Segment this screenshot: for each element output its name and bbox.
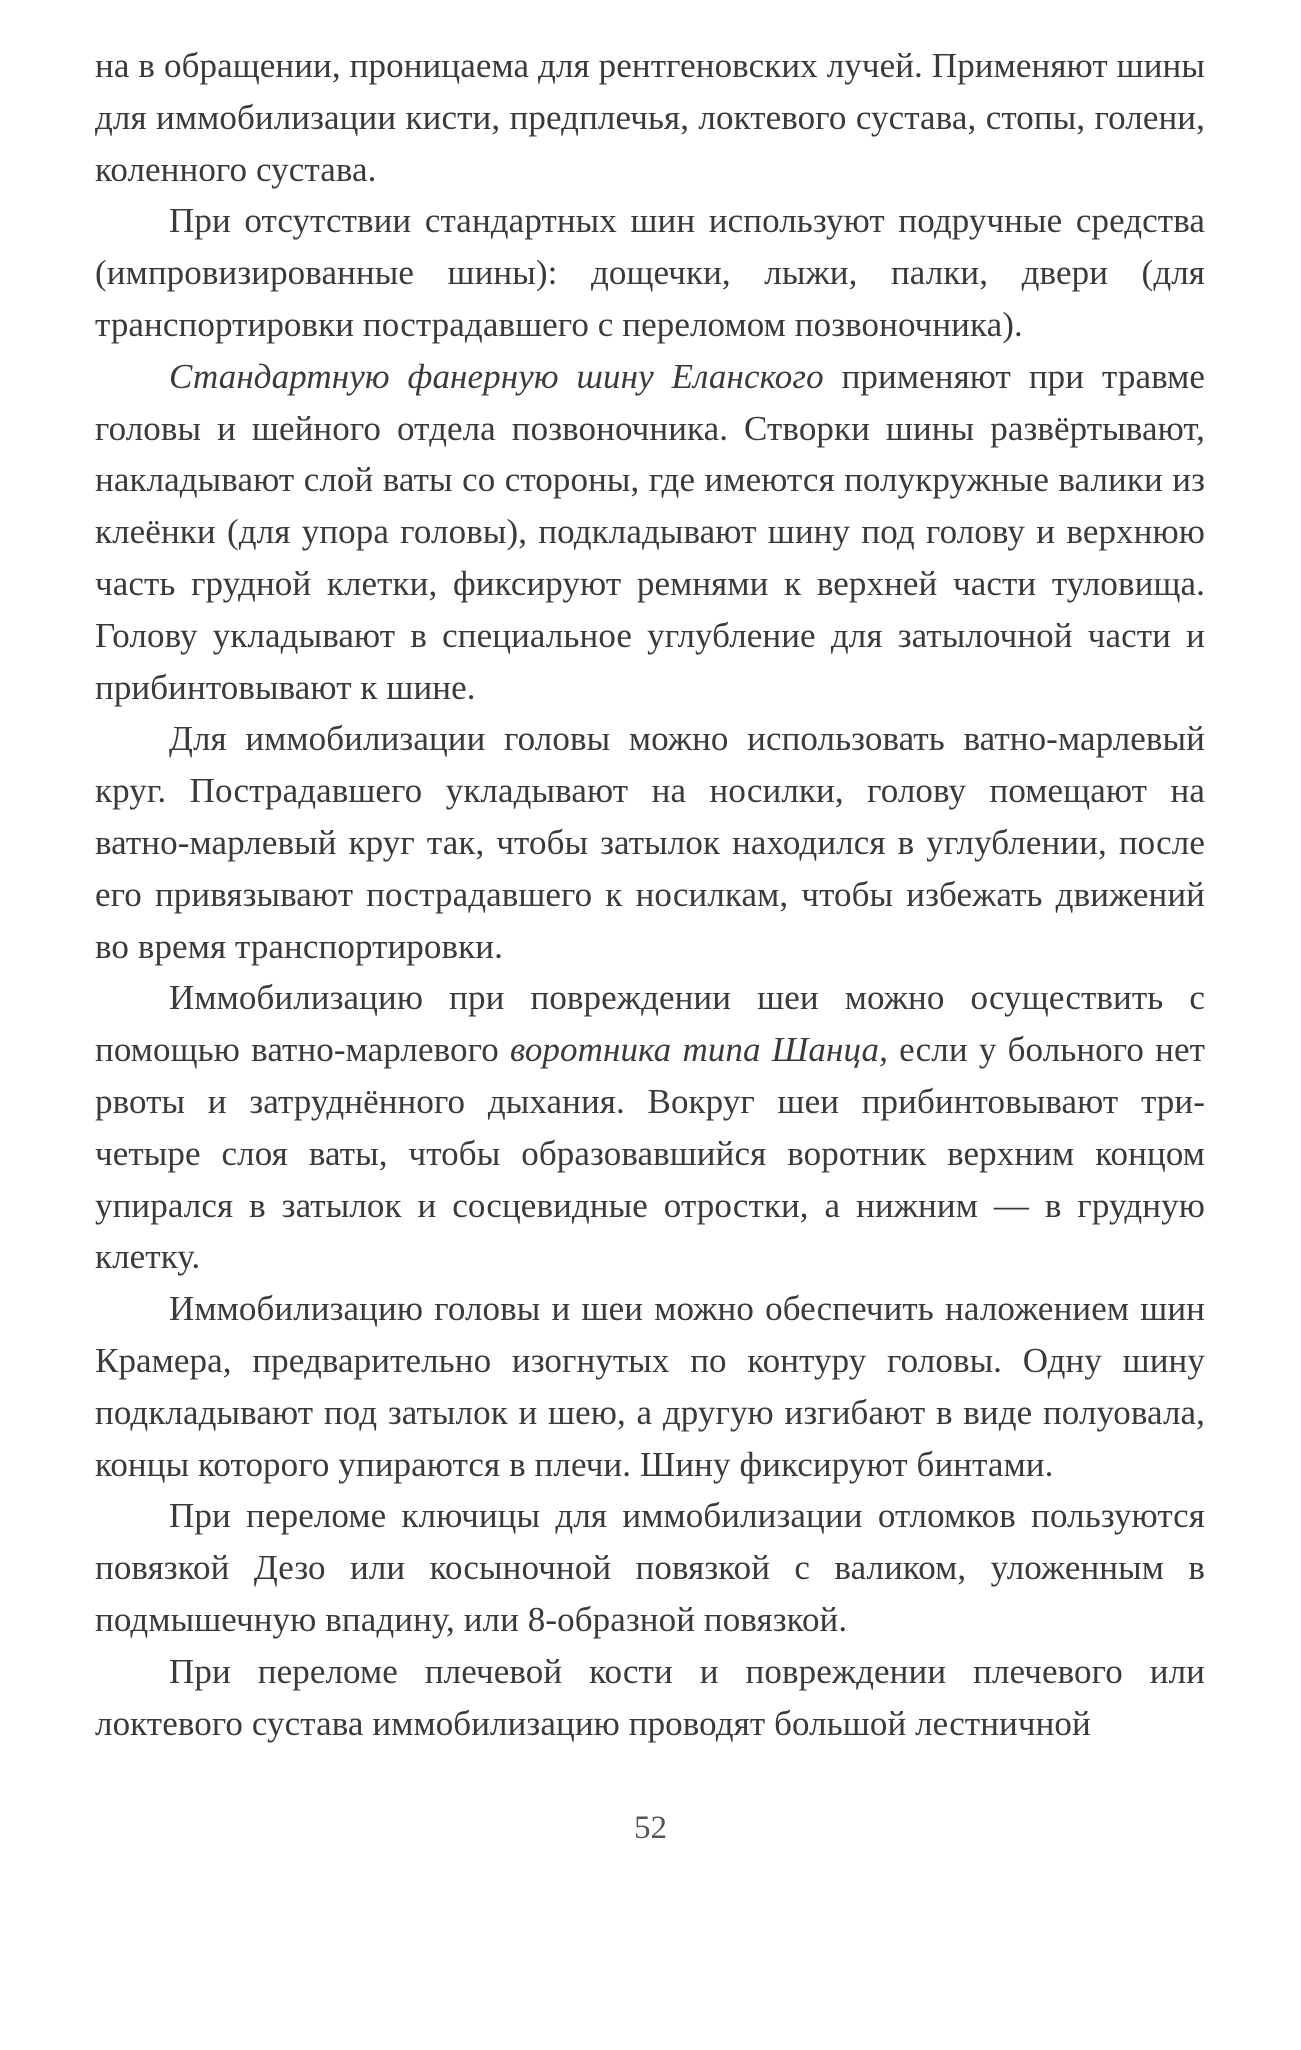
text-segment: Иммобилизацию головы и шеи можно обеспечить наложением шин Крамера, предварительно изогнутых по контуру головы. Одну шину подкладывают под затылок и шею, а другую изгибают в виде полуовала, концы которого упираются в плечи. Шину фиксируют бинтами. (95, 1289, 1205, 1484)
text-segment: Иммобилизацию при повреждении шеи можно осуществить с помощью ватно-марлевого (95, 978, 1205, 1070)
text-segment: При переломе ключицы для иммобилизации отломков пользуются повязкой Дезо или косыночной повязкой с валиком, уложенным в подмышечную впадину, или 8-образной повязкой. (95, 1496, 1205, 1639)
italic-term: воротника типа Шанца, (509, 1030, 888, 1070)
paragraph-p1 (95, 40, 1205, 195)
text-segment: применяют при травме головы и шейного отдела позвоночника. Створки шины развёртывают, накладывают слой ваты со стороны, где имеются полукружные валики из клеёнки (для упора головы), подкладывают шину под голову и верхнюю часть грудной клетки, фиксируют ремнями к верхней части туловища. Голову укладывают в специальное углубление для затылочной части и прибинтовывают к шине. (95, 356, 1205, 707)
text-segment: Для иммобилизации головы можно использовать ватно-марлевый круг. Пострадавшего укладывают на носилки, голову помещают на ватно-марлевый круг так, чтобы затылок находился в углублении, после его привязывают пострадавшего к носилкам, чтобы избежать движений во время транспортировки. (95, 719, 1205, 966)
text-segment: При отсутствии стандартных шин используют подручные средства (импровизированные шины): дощечки, лыжи, палки, двери (для транспортировки пострадавшего с переломом позвоночника). (95, 201, 1205, 344)
italic-term: Стандартную фанерную шину Еланского (169, 356, 824, 396)
text-segment: на в обращении, проницаема для рентгеновских лучей. Применяют шины для иммобилизации кисти, предплечья, локтевого сустава, стопы, голени, коленного сустава. (95, 46, 1205, 189)
paragraph-p2 (95, 195, 1205, 350)
paragraph-p8 (95, 1646, 1205, 1750)
page-number: 52 (634, 1810, 667, 1846)
paragraph-p3 (95, 351, 1205, 714)
paragraph-p5 (95, 972, 1205, 1283)
text-segment: если у больного нет рвоты и затруднённого дыхания. Вокруг шеи прибинтовывают три-четыре слоя ваты, чтобы образовавшийся воротник верхним концом упирался в затылок и сосцевидные отростки, а нижним — в грудную клетку. (95, 1030, 1205, 1277)
body-text (95, 40, 1205, 1749)
paragraph-p7 (95, 1490, 1205, 1645)
paragraph-p6 (95, 1283, 1205, 1490)
paragraph-p4 (95, 713, 1205, 972)
text-segment: При переломе плечевой кости и повреждении плечевого или локтевого сустава иммобилизацию проводят большой лестничной (95, 1651, 1205, 1743)
